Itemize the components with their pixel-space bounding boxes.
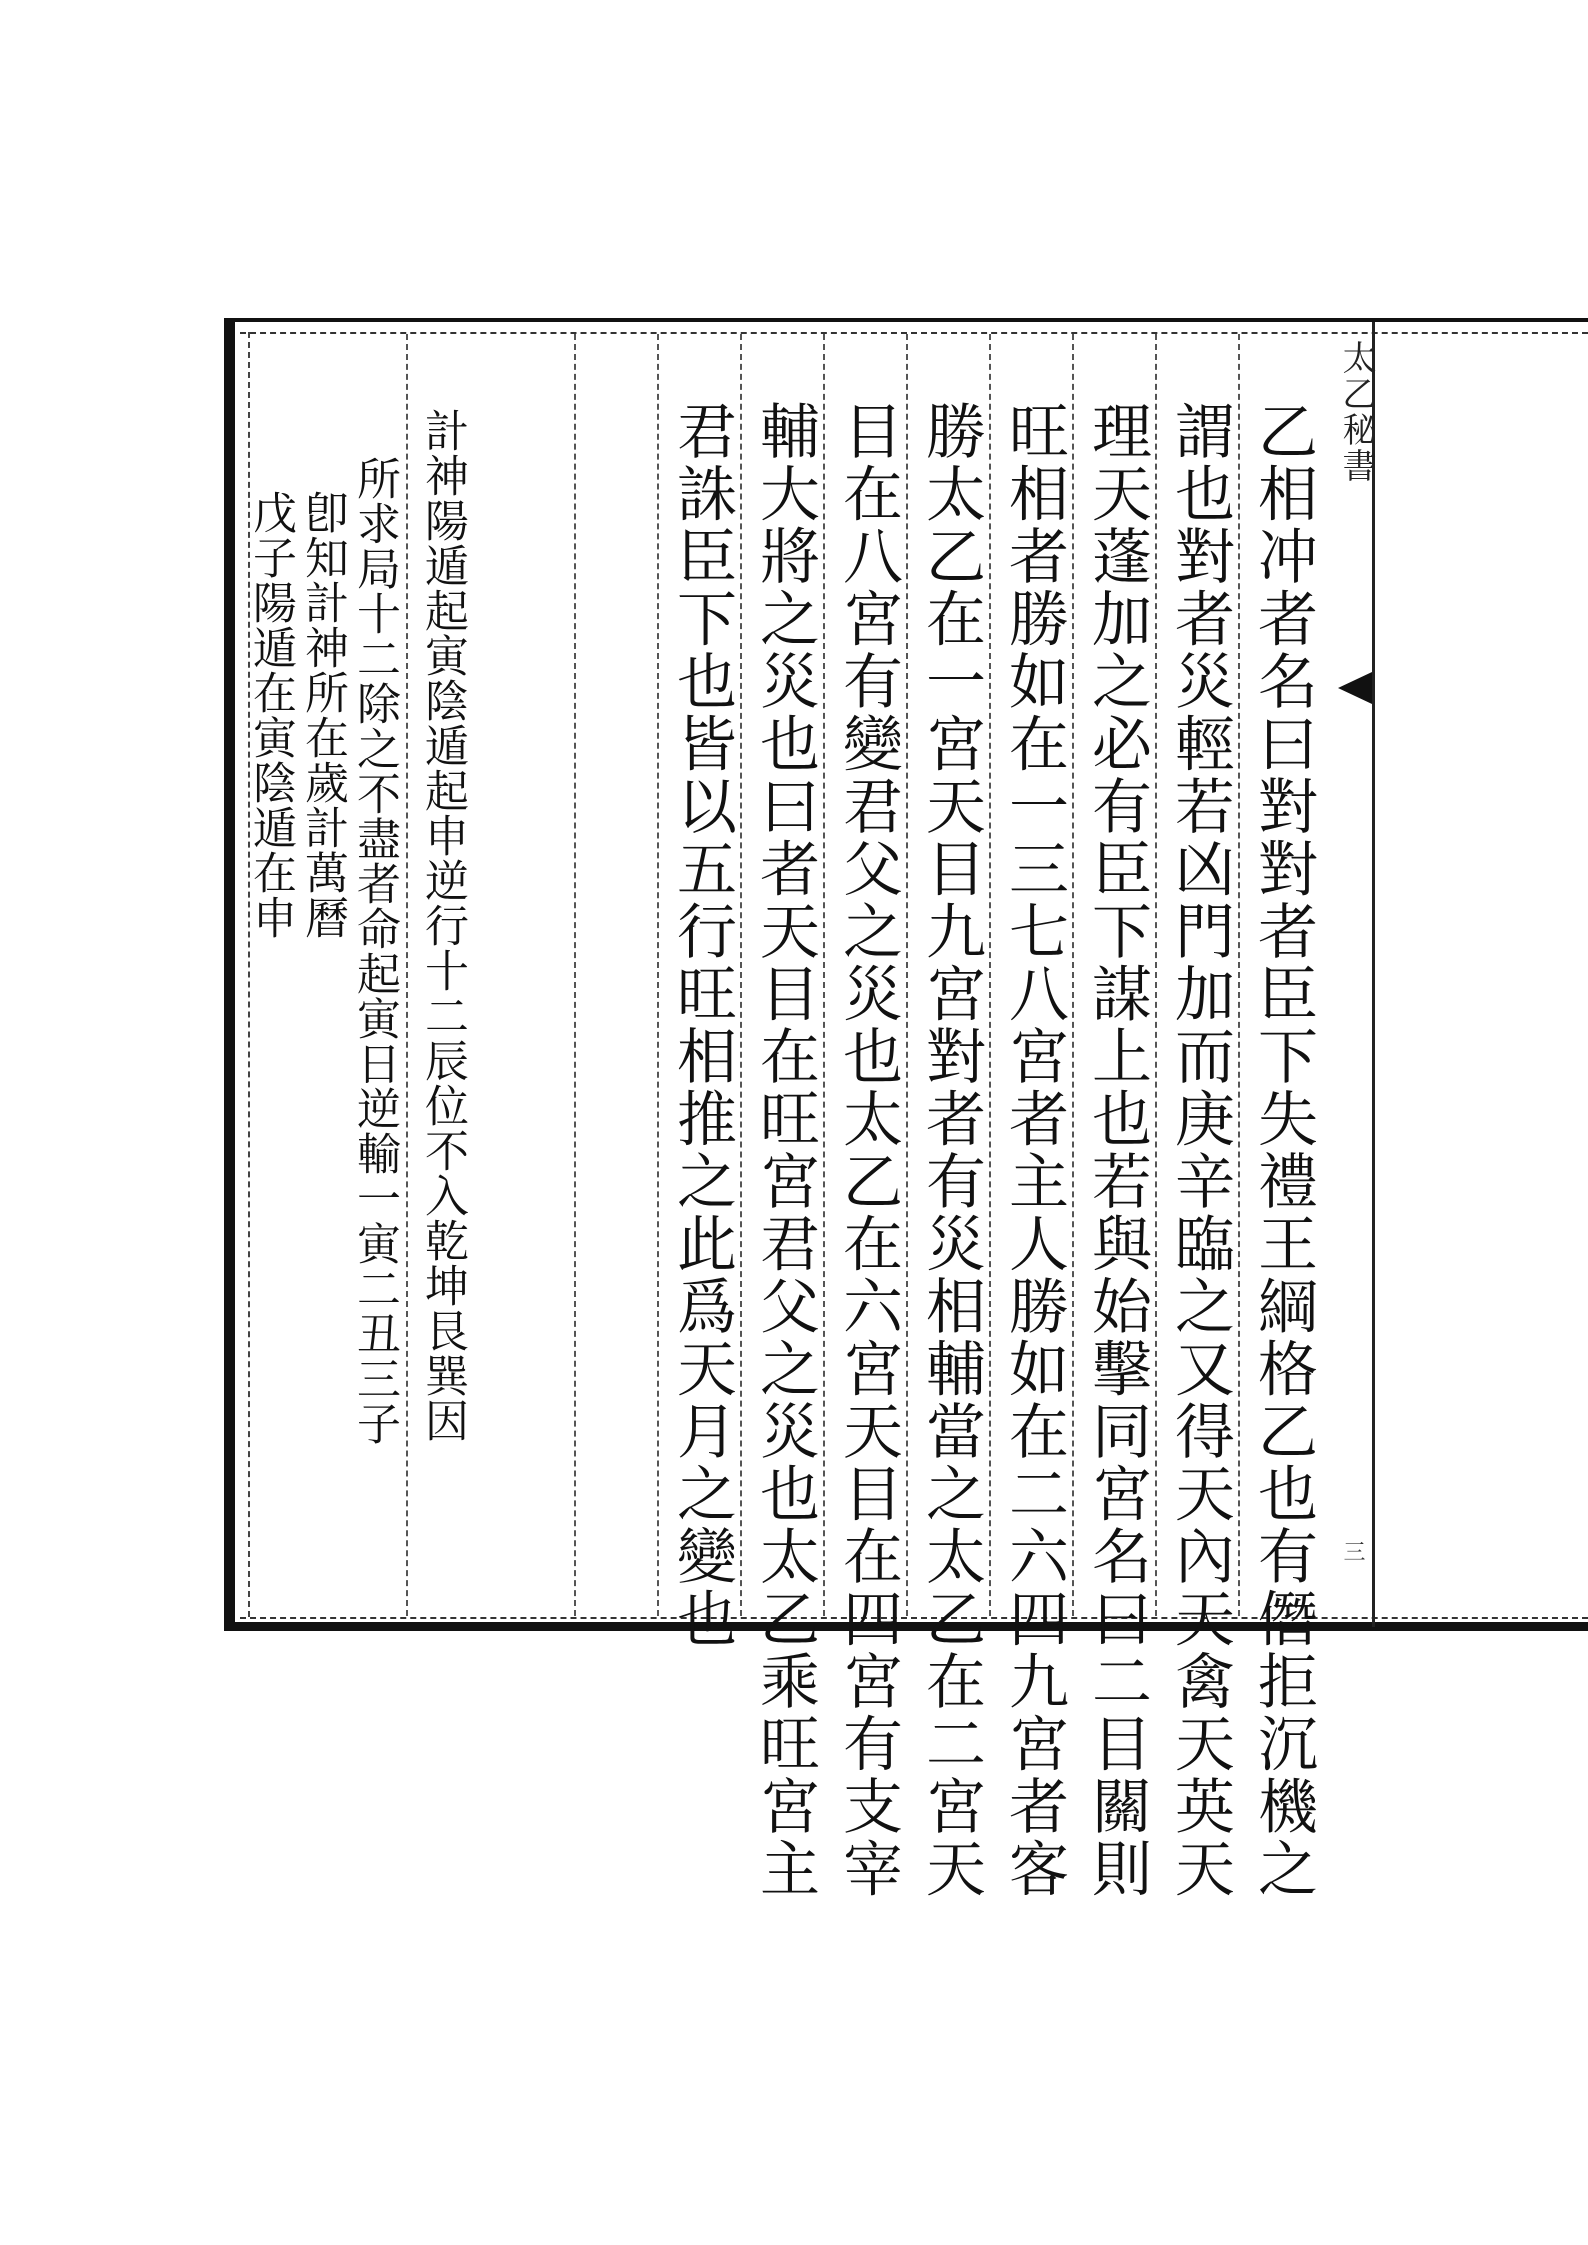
fish-tail-mark bbox=[1338, 672, 1372, 704]
column-divider bbox=[740, 334, 742, 1616]
column-divider bbox=[574, 334, 576, 1616]
column-divider bbox=[1072, 334, 1074, 1616]
text-column: 謂也對者災輕若凶門加而庚辛臨之又得天內天禽天英天 bbox=[1165, 400, 1235, 1900]
column-divider bbox=[1238, 334, 1240, 1616]
note-column: 卽知計神所在歲計萬曆 bbox=[297, 490, 348, 940]
text-column: 目在八宮有變君父之災也太乙在六宮天目在四宮有支宰 bbox=[833, 400, 903, 1900]
text-column: 乙相冲者名曰對對者臣下失禮王綱格乙也有僭拒沉機之 bbox=[1248, 400, 1318, 1900]
inner-border-bottom bbox=[240, 1617, 1588, 1619]
center-fold-title: 太乙秘書 bbox=[1336, 340, 1376, 484]
column-divider bbox=[989, 334, 991, 1616]
inner-border-top bbox=[240, 332, 1588, 334]
column-divider bbox=[406, 334, 408, 1616]
text-column: 旺相者勝如在一三七八宮者主人勝如在二六四九宮者客 bbox=[999, 400, 1069, 1900]
text-column: 輔大將之災也曰者天目在旺宮君父之災也太乙乘旺宮主 bbox=[750, 400, 820, 1900]
column-divider bbox=[823, 334, 825, 1616]
text-column: 君誅臣下也皆以五行旺相推之此爲天月之變也 bbox=[667, 400, 737, 1650]
text-column: 理天蓬加之必有臣下謀上也若與始擊同宮名曰二目關則 bbox=[1082, 400, 1152, 1900]
note-column: 戊子陽遁在寅陰遁在申 bbox=[245, 490, 296, 940]
note-column: 所求局十二除之不盡者命起寅日逆輸一寅二丑三子 bbox=[349, 456, 400, 1446]
folio-number: 三 bbox=[1340, 1540, 1365, 1562]
column-divider bbox=[906, 334, 908, 1616]
column-divider bbox=[1155, 334, 1157, 1616]
text-column: 勝太乙在一宮天目九宮對者有災相輔當之太乙在二宮天 bbox=[916, 400, 986, 1900]
note-column: 計神陽遁起寅陰遁起申逆行十二辰位不入乾坤艮巽因 bbox=[417, 408, 468, 1443]
column-divider bbox=[657, 334, 659, 1616]
center-fold-line bbox=[1372, 322, 1375, 1627]
